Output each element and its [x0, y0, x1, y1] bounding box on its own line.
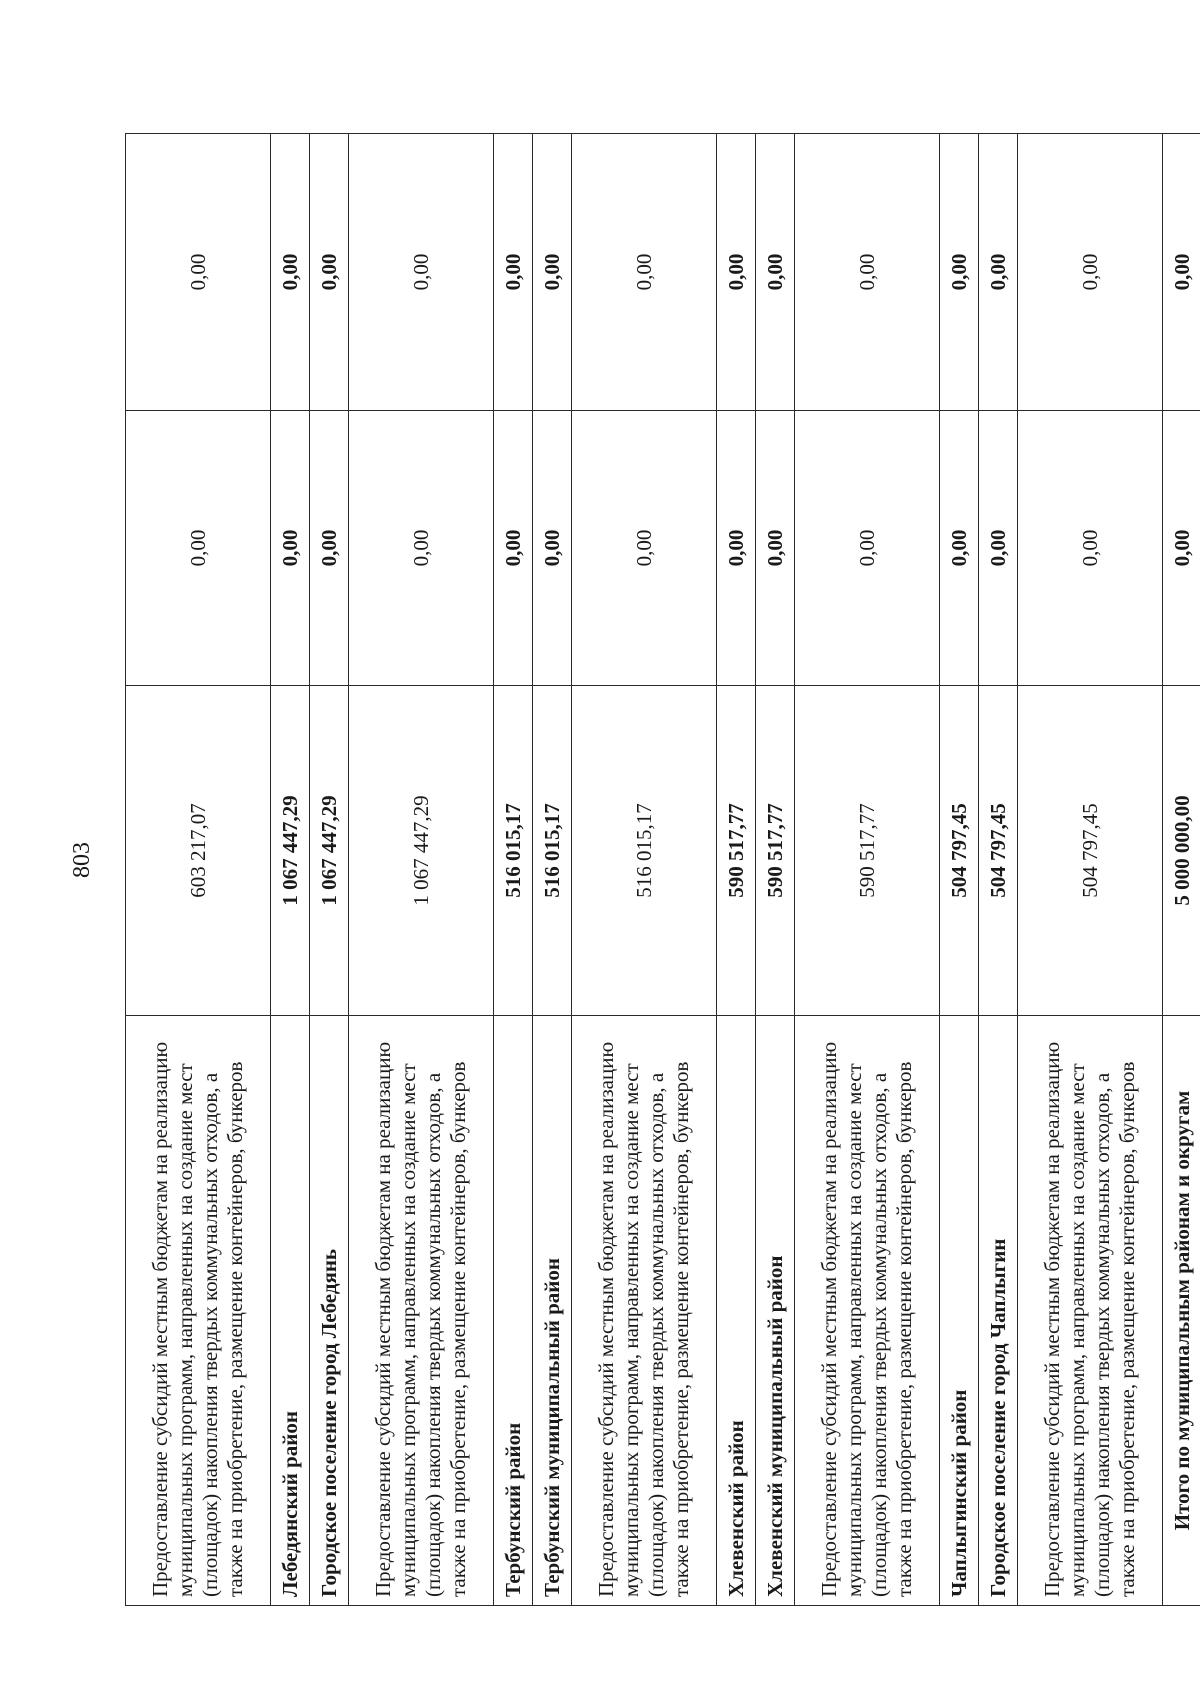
- row-value-2-cell: 0,00: [572, 411, 717, 686]
- row-value-2-cell: 0,00: [533, 411, 572, 686]
- row-value-3-cell: 0,00: [533, 134, 572, 411]
- table-row: [1163, 134, 1200, 1606]
- row-name-cell: Городское поселение город Лебедянь: [310, 1016, 349, 1606]
- row-value-2-cell: 0,00: [1163, 411, 1200, 686]
- row-name-cell: Тербунский район: [494, 1016, 533, 1606]
- row-value-1-cell: 504 797,45: [940, 686, 979, 1016]
- row-name-cell: Городское поселение город Чаплыгин: [979, 1016, 1018, 1606]
- row-name-cell: Предоставление субсидий местным бюджетам на реализацию муниципальных программ, направленных на создание мест (площадок) накопления твердых коммунальных отходов, а также на приобретение, размещение контейнеров, бункеров: [572, 1016, 717, 1606]
- row-value-3-cell: 0,00: [349, 134, 494, 411]
- row-value-1-cell: 1 067 447,29: [271, 686, 310, 1016]
- table-row: [1018, 134, 1163, 1606]
- row-value-2-cell: 0,00: [126, 411, 271, 686]
- row-name-cell: Хлевенский муниципальный район: [756, 1016, 795, 1606]
- row-name-cell: Хлевенский район: [717, 1016, 756, 1606]
- row-value-1-cell: 5 000 000,00: [1163, 686, 1200, 1016]
- row-value-3-cell: 0,00: [940, 134, 979, 411]
- row-value-3-cell: 0,00: [717, 134, 756, 411]
- row-value-1-cell: 1 067 447,29: [349, 686, 494, 1016]
- table-row: [940, 134, 979, 1606]
- row-value-2-cell: 0,00: [349, 411, 494, 686]
- table-row: [349, 134, 494, 1606]
- row-name-cell: Предоставление субсидий местным бюджетам на реализацию муниципальных программ, направленных на создание мест (площадок) накопления твердых коммунальных отходов, а также на приобретение, размещение контейнеров, бункеров: [349, 1016, 494, 1606]
- table-body: [126, 134, 1200, 1606]
- row-value-1-cell: 590 517,77: [756, 686, 795, 1016]
- row-value-2-cell: 0,00: [756, 411, 795, 686]
- row-value-3-cell: 0,00: [126, 134, 271, 411]
- row-value-1-cell: 516 015,17: [572, 686, 717, 1016]
- row-value-1-cell: 1 067 447,29: [310, 686, 349, 1016]
- row-value-1-cell: 516 015,17: [533, 686, 572, 1016]
- row-value-3-cell: 0,00: [271, 134, 310, 411]
- row-value-1-cell: 504 797,45: [979, 686, 1018, 1016]
- row-value-2-cell: 0,00: [717, 411, 756, 686]
- budget-table: [125, 133, 1200, 1606]
- row-name-cell: Предоставление субсидий местным бюджетам на реализацию муниципальных программ, направленных на создание мест (площадок) накопления твердых коммунальных отходов, а также на приобретение, размещение контейнеров, бункеров: [1018, 1016, 1163, 1606]
- rotated-table-wrapper: [125, 134, 1194, 1606]
- table-row: [533, 134, 572, 1606]
- row-value-1-cell: 590 517,77: [795, 686, 940, 1016]
- table-row: [494, 134, 533, 1606]
- row-value-1-cell: 603 217,07: [126, 686, 271, 1016]
- table-row: [271, 134, 310, 1606]
- row-value-1-cell: 504 797,45: [1018, 686, 1163, 1016]
- table-row: [572, 134, 717, 1606]
- table-row: [979, 134, 1018, 1606]
- row-value-3-cell: 0,00: [795, 134, 940, 411]
- row-value-3-cell: 0,00: [494, 134, 533, 411]
- row-value-3-cell: 0,00: [756, 134, 795, 411]
- row-value-2-cell: 0,00: [271, 411, 310, 686]
- row-value-3-cell: 0,00: [572, 134, 717, 411]
- page-number: 803: [69, 842, 95, 878]
- table-row: [717, 134, 756, 1606]
- table-row: [795, 134, 940, 1606]
- row-name-cell: Предоставление субсидий местным бюджетам на реализацию муниципальных программ, направленных на создание мест (площадок) накопления твердых коммунальных отходов, а также на приобретение, размещение контейнеров, бункеров: [126, 1016, 271, 1606]
- row-name-cell: Предоставление субсидий местным бюджетам на реализацию муниципальных программ, направленных на создание мест (площадок) накопления твердых коммунальных отходов, а также на приобретение, размещение контейнеров, бункеров: [795, 1016, 940, 1606]
- row-value-2-cell: 0,00: [1018, 411, 1163, 686]
- row-value-3-cell: 0,00: [1018, 134, 1163, 411]
- table-row: [756, 134, 795, 1606]
- row-value-1-cell: 516 015,17: [494, 686, 533, 1016]
- row-value-2-cell: 0,00: [494, 411, 533, 686]
- row-value-2-cell: 0,00: [310, 411, 349, 686]
- row-name-cell: Итого по муниципальным районам и округам: [1163, 1016, 1200, 1606]
- table-row: [310, 134, 349, 1606]
- row-value-2-cell: 0,00: [979, 411, 1018, 686]
- row-name-cell: Лебедянский район: [271, 1016, 310, 1606]
- row-value-1-cell: 590 517,77: [717, 686, 756, 1016]
- row-value-3-cell: 0,00: [310, 134, 349, 411]
- row-value-2-cell: 0,00: [940, 411, 979, 686]
- row-value-3-cell: 0,00: [1163, 134, 1200, 411]
- row-name-cell: Чаплыгинский район: [940, 1016, 979, 1606]
- row-value-3-cell: 0,00: [979, 134, 1018, 411]
- row-value-2-cell: 0,00: [795, 411, 940, 686]
- table-row: [126, 134, 271, 1606]
- row-name-cell: Тербунский муниципальный район: [533, 1016, 572, 1606]
